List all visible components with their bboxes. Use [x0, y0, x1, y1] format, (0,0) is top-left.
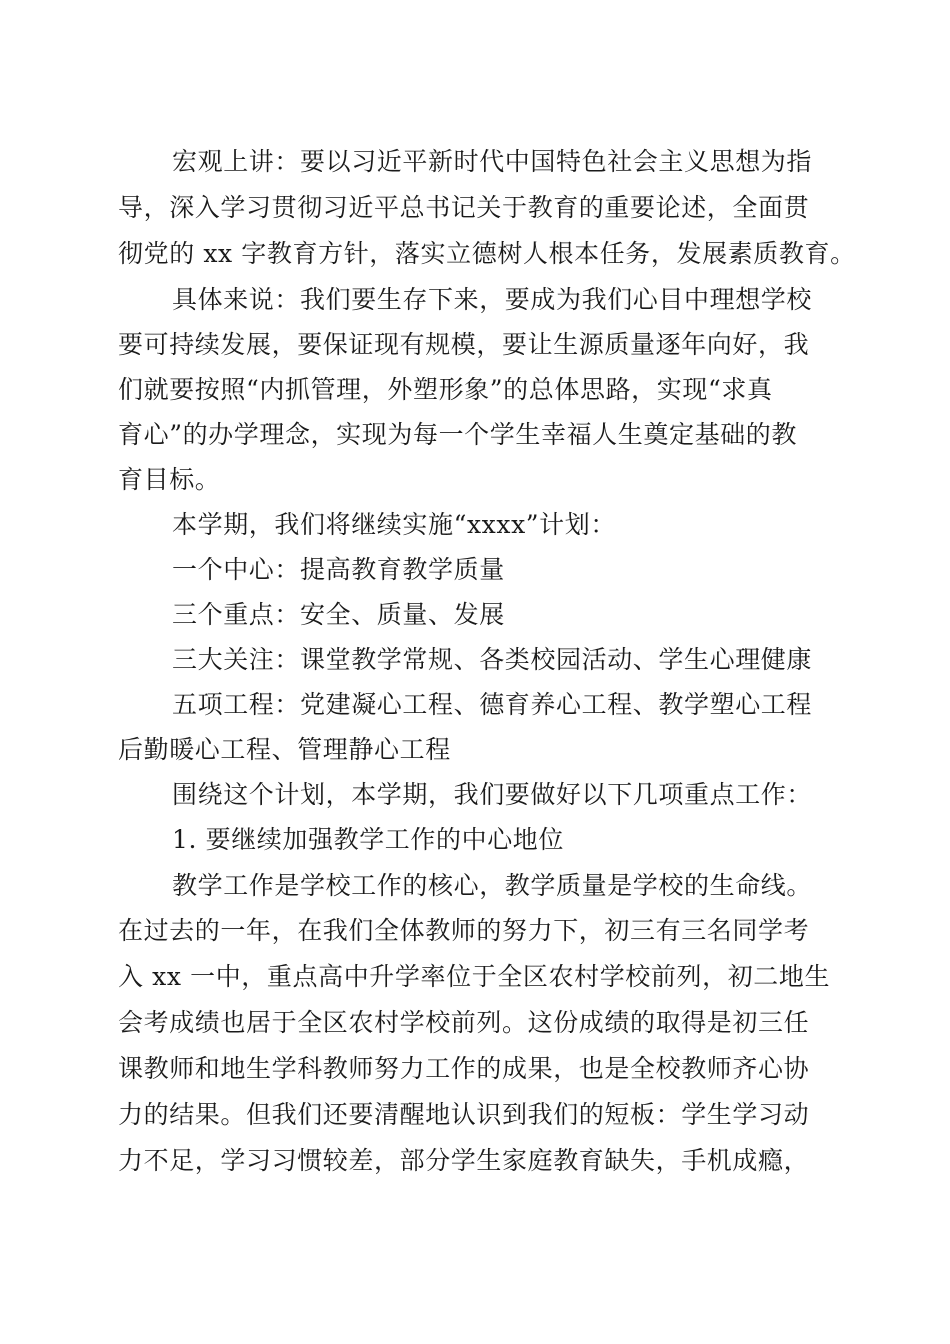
text-line: 本学期，我们将继续实施“xxxx”计划： [172, 510, 616, 539]
text-line: 三个重点：安全、质量、发展 [172, 600, 505, 629]
text-line: 育目标。 [118, 465, 221, 494]
text-line: 会考成绩也居于全区农村学校前列。这份成绩的取得是初三任 [118, 1008, 810, 1037]
text-line: 三大关注：课堂教学常规、各类校园活动、学生心理健康 [172, 645, 813, 674]
text-line: 导，深入学习贯彻习近平总书记关于教育的重要论述，全面贯 [118, 193, 810, 222]
text-line: 教学工作是学校工作的核心，教学质量是学校的生命线。 [172, 871, 813, 900]
text-line: 力不足，学习习惯较差，部分学生家庭教育缺失，手机成瘾， [118, 1146, 810, 1175]
text-line: 具体来说：我们要生存下来，要成为我们心目中理想学校 [172, 285, 813, 314]
text-line: 力的结果。但我们还要清醒地认识到我们的短板：学生学习动 [118, 1100, 810, 1129]
text-line: 入 xx 一中，重点高中升学率位于全区农村学校前列，初二地生 [118, 962, 831, 991]
text-line: 育心”的办学理念，实现为每一个学生幸福人生奠定基础的教 [118, 420, 797, 449]
text-line: 要可持续发展，要保证现有规模，要让生源质量逐年向好，我 [118, 330, 810, 359]
text-line: 课教师和地生学科教师努力工作的成果，也是全校教师齐心协 [118, 1054, 810, 1083]
text-line: 在过去的一年，在我们全体教师的努力下，初三有三名同学考 [118, 916, 810, 945]
text-line: 后勤暖心工程、管理静心工程 [118, 735, 451, 764]
text-line: 彻党的 xx 字教育方针，落实立德树人根本任务，发展素质教育。 [118, 239, 856, 268]
text-line: 1. 要继续加强教学工作的中心地位 [172, 825, 565, 854]
text-line: 一个中心：提高教育教学质量 [172, 555, 505, 584]
text-line: 们就要按照“内抓管理，外塑形象”的总体思路，实现“求真 [118, 375, 773, 404]
text-line: 五项工程：党建凝心工程、德育养心工程、教学塑心工程 [172, 690, 813, 719]
text-line: 围绕这个计划，本学期，我们要做好以下几项重点工作： [172, 780, 813, 809]
text-line: 宏观上讲：要以习近平新时代中国特色社会主义思想为指 [172, 147, 813, 176]
